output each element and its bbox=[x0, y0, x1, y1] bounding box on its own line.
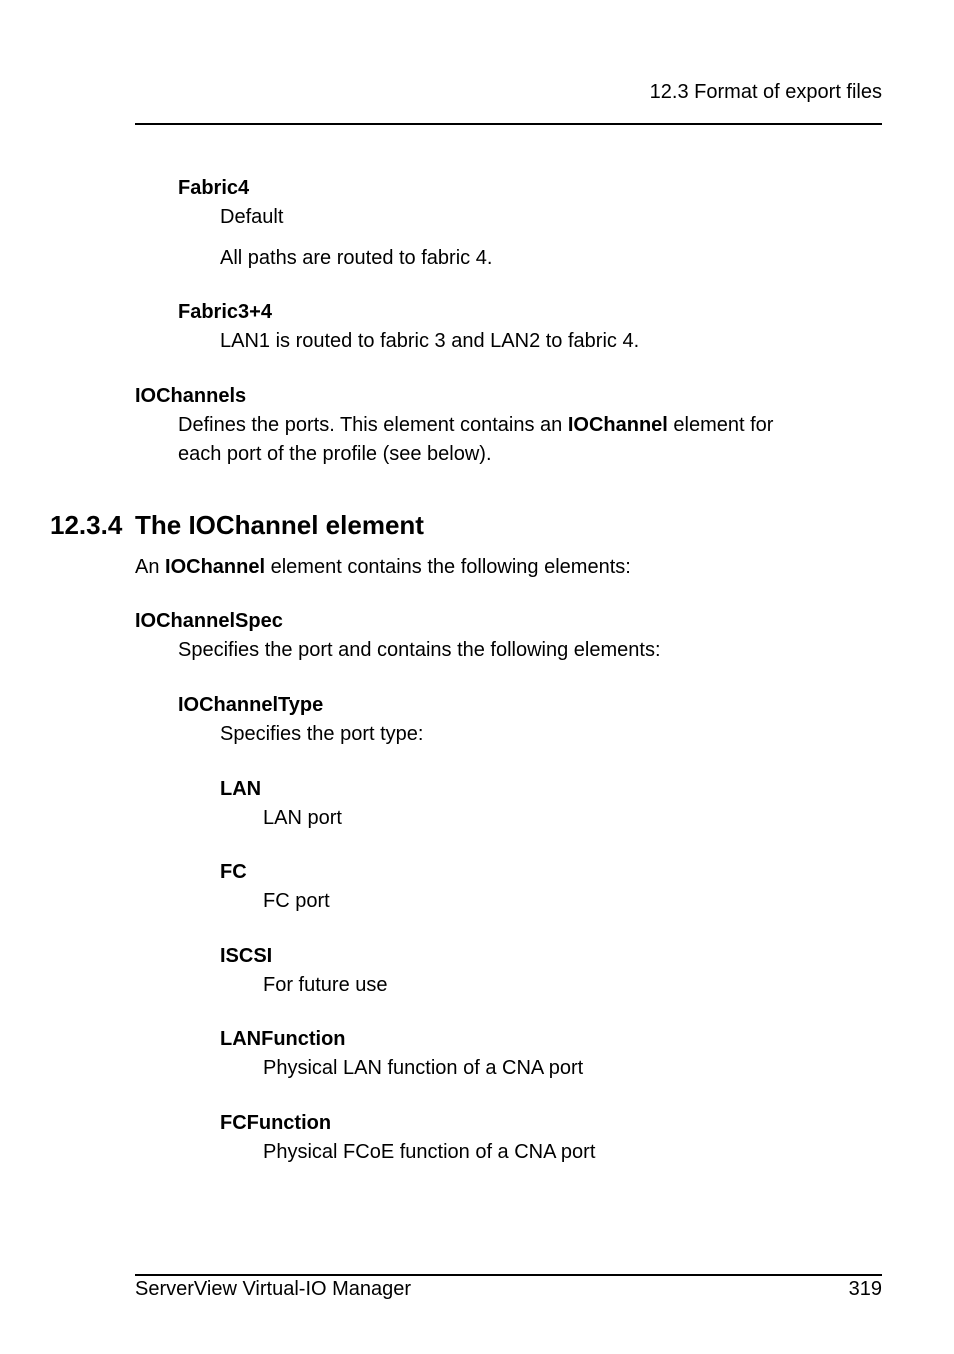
term-fcfunction: FCFunction bbox=[220, 1112, 332, 1134]
term-fc: FC bbox=[220, 861, 247, 883]
term-lan: LAN bbox=[220, 778, 262, 800]
fabric3-4-description: LAN1 is routed to fabric 3 and LAN2 to fabric 4. bbox=[220, 330, 640, 352]
term-iscsi: ISCSI bbox=[220, 945, 273, 967]
iochannels-desc-pre: Defines the ports. This element contains an bbox=[178, 414, 568, 436]
header-rule bbox=[135, 123, 882, 125]
fcfunction-description: Physical FCoE function of a CNA port bbox=[263, 1141, 596, 1163]
term-lanfunction: LANFunction bbox=[220, 1028, 346, 1050]
term-iochanneltype: IOChannelType bbox=[178, 694, 324, 716]
section-number: 12.3.4 bbox=[50, 510, 123, 540]
term-fabric4: Fabric4 bbox=[178, 177, 250, 199]
section-intro-bold: IOChannel bbox=[165, 556, 266, 578]
term-iochannelspec: IOChannelSpec bbox=[135, 610, 283, 632]
fc-description: FC port bbox=[263, 890, 330, 912]
lan-description: LAN port bbox=[263, 807, 342, 829]
iochannels-desc-post: element for bbox=[667, 414, 774, 436]
iscsi-description: For future use bbox=[263, 974, 388, 996]
iochannelspec-description: Specifies the port and contains the following elements: bbox=[178, 639, 661, 661]
page-number: 319 bbox=[848, 1278, 882, 1300]
iochannels-description-line1 bbox=[178, 411, 773, 440]
section-intro bbox=[135, 553, 631, 582]
term-iochannels: IOChannels bbox=[135, 385, 247, 407]
section-title: The IOChannel element bbox=[135, 510, 424, 540]
iochannels-description-line2: each port of the profile (see below). bbox=[178, 443, 492, 465]
iochanneltype-description: Specifies the port type: bbox=[220, 723, 424, 745]
section-intro-pre: An bbox=[135, 556, 166, 578]
footer-title: ServerView Virtual-IO Manager bbox=[135, 1278, 412, 1300]
fabric4-description: All paths are routed to fabric 4. bbox=[220, 247, 493, 269]
lanfunction-description: Physical LAN function of a CNA port bbox=[263, 1057, 584, 1079]
term-fabric3-4: Fabric3+4 bbox=[178, 301, 272, 323]
section-intro-post: element contains the following elements: bbox=[265, 556, 631, 578]
running-header: 12.3 Format of export files bbox=[649, 81, 882, 103]
iochannels-desc-bold: IOChannel bbox=[567, 414, 668, 436]
fabric4-default: Default bbox=[220, 206, 284, 228]
